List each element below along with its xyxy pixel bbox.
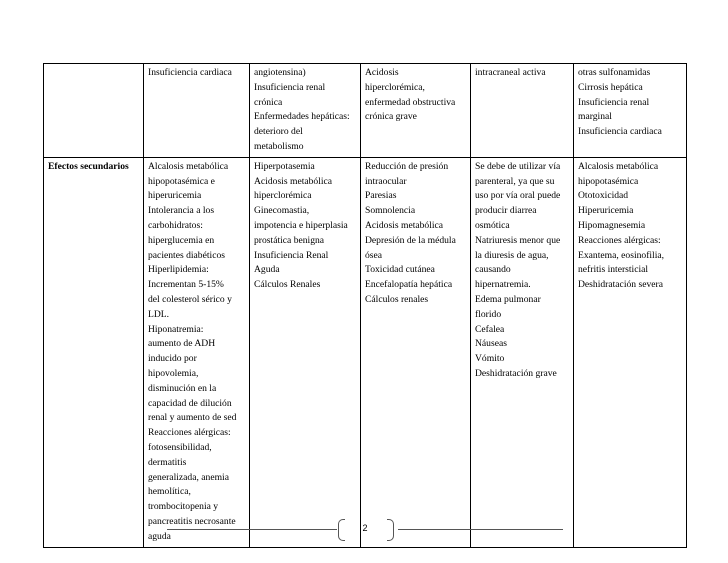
- table-cell: [574, 157, 687, 547]
- cell-line: Depresión de la médula: [365, 234, 456, 246]
- left-bracket-ornament: [338, 519, 345, 541]
- cell-line: LDL.: [148, 308, 170, 320]
- table-cell: [144, 157, 250, 547]
- cell-line: hipopotasémica: [578, 175, 639, 187]
- cell-line: Ginecomastia,: [254, 205, 310, 217]
- drug-comparison-table: [43, 63, 687, 548]
- cell-line: uso por vía oral puede: [475, 190, 561, 202]
- cell-line: hiperclorémica: [254, 190, 312, 202]
- cell-line: inducido por: [148, 353, 197, 365]
- page-footer: [0, 515, 728, 545]
- cell-line: fotosensibilidad,: [148, 441, 212, 453]
- cell-line: Incrementan 5-15%: [148, 279, 224, 291]
- cell-line: hemolítica,: [148, 486, 191, 498]
- cell-line: Cálculos renales: [365, 293, 429, 305]
- right-bracket-ornament: [387, 519, 394, 541]
- cell-line: hiperclorémica,: [365, 81, 425, 93]
- cell-line: hipovolemia,: [148, 367, 199, 379]
- table-row: [44, 157, 687, 547]
- cell-line: hipernatremia.: [475, 279, 531, 291]
- cell-line: trombocitopenia y: [148, 501, 219, 513]
- cell-line: Ototoxicidad: [578, 190, 629, 202]
- cell-line: nefritis intersticial: [578, 264, 649, 276]
- cell-line: carbohidratos:: [148, 219, 203, 231]
- cell-line: pancreatitis necrosante: [148, 515, 236, 527]
- cell-line: angiotensina): [254, 67, 306, 78]
- cell-line: hiperuricemia: [148, 190, 202, 202]
- cell-line: Acidosis metabólica: [254, 175, 333, 187]
- table-cell: [144, 64, 250, 158]
- row-label-cell: [44, 64, 144, 158]
- cell-line: Natriuresis menor que: [475, 234, 561, 246]
- cell-line: causando: [475, 264, 511, 276]
- table-cell: [250, 64, 361, 158]
- cell-line: metabolismo: [254, 140, 304, 152]
- cell-line: Aguda: [254, 264, 280, 276]
- cell-line: Hiperpotasemia: [254, 160, 315, 172]
- cell-line: Cálculos Renales: [254, 279, 321, 291]
- cell-line: Enfermedades hepáticas:: [254, 111, 350, 123]
- cell-line: parenteral, ya que su: [475, 175, 555, 187]
- cell-line: intraocular: [365, 175, 407, 187]
- cell-line: Vómito: [475, 353, 505, 365]
- cell-line: capacidad de dilución: [148, 397, 232, 409]
- cell-line: del colesterol sérico y: [148, 293, 232, 305]
- footer-rule-right: [398, 529, 563, 530]
- cell-line: Intolerancia a los: [148, 205, 215, 217]
- cell-line: Insuficiencia renal: [578, 96, 650, 108]
- cell-line: Insuficiencia cardiaca: [578, 126, 662, 138]
- cell-line: la diuresis de agua,: [475, 249, 549, 261]
- cell-line: pacientes diabéticos: [148, 249, 225, 261]
- cell-line: Paresias: [365, 190, 397, 202]
- footer-rule-left: [167, 529, 337, 530]
- cell-line: crónica grave: [365, 111, 417, 123]
- cell-line: Toxicidad cutánea: [365, 264, 435, 276]
- row-label-cell: Efectos secundarios: [44, 157, 144, 547]
- cell-line: Reacciones alérgicas:: [148, 427, 231, 439]
- cell-line: marginal: [578, 111, 612, 123]
- cell-line: renal y aumento de sed: [148, 412, 237, 424]
- table-cell: [471, 157, 574, 547]
- cell-line: deterioro del: [254, 126, 303, 138]
- table-row: [44, 64, 687, 158]
- cell-line: Insuficiencia renal: [254, 81, 326, 93]
- cell-line: aumento de ADH: [148, 338, 216, 350]
- cell-line: Reducción de presión: [365, 160, 449, 172]
- cell-line: Insuficiencia Renal: [254, 249, 329, 261]
- cell-line: Náuseas: [475, 338, 507, 350]
- cell-line: producir diarrea: [475, 205, 537, 217]
- cell-line: Hiperlipidemia:: [148, 264, 209, 276]
- cell-line: Cefalea: [475, 323, 505, 335]
- cell-line: Insuficiencia cardiaca: [148, 67, 232, 78]
- cell-line: osmótica: [475, 219, 510, 231]
- cell-line: Somnolencia: [365, 205, 416, 217]
- cell-line: generalizada, anemia: [148, 471, 229, 483]
- cell-line: Se debe de utilizar vía: [475, 160, 561, 172]
- cell-line: prostática benigna: [254, 234, 325, 246]
- cell-line: intracraneal activa: [475, 67, 546, 78]
- cell-line: Exantema, eosinofilia,: [578, 249, 665, 261]
- table-cell: [471, 64, 574, 158]
- cell-line: Edema pulmonar: [475, 293, 541, 305]
- cell-line: Deshidratación severa: [578, 279, 663, 291]
- cell-line: crónica: [254, 96, 283, 108]
- cell-line: enfermedad obstructiva: [365, 96, 456, 108]
- cell-line: hipopotasémica e: [148, 175, 215, 187]
- cell-line: Encefalopatía hepática: [365, 279, 453, 291]
- table-cell: [361, 157, 471, 547]
- cell-line: Alcalosis metabólica: [578, 160, 659, 172]
- cell-line: disminución en la: [148, 382, 217, 394]
- page-number: 2: [362, 523, 368, 533]
- cell-line: Hiperuricemia: [578, 205, 634, 217]
- cell-line: Reacciones alérgicas:: [578, 234, 661, 246]
- cell-line: Cirrosis hepática: [578, 81, 643, 93]
- table-cell: [250, 157, 361, 547]
- table-cell: [574, 64, 687, 158]
- cell-line: Hiponatremia:: [148, 323, 204, 335]
- cell-line: Acidosis metabólica: [365, 219, 444, 231]
- cell-line: ósea: [365, 249, 383, 261]
- cell-line: Hipomagnesemia: [578, 219, 646, 231]
- cell-line: hiperglucemia en: [148, 234, 215, 246]
- cell-line: Deshidratación grave: [475, 367, 557, 379]
- table-cell: [361, 64, 471, 158]
- cell-line: aguda: [148, 530, 171, 542]
- cell-line: Alcalosis metabólica: [148, 160, 229, 172]
- cell-line: otras sulfonamidas: [578, 67, 651, 78]
- cell-line: florido: [475, 308, 502, 320]
- cell-line: Acidosis: [365, 67, 399, 78]
- cell-line: dermatitis: [148, 456, 187, 468]
- cell-line: impotencia e hiperplasia: [254, 219, 348, 231]
